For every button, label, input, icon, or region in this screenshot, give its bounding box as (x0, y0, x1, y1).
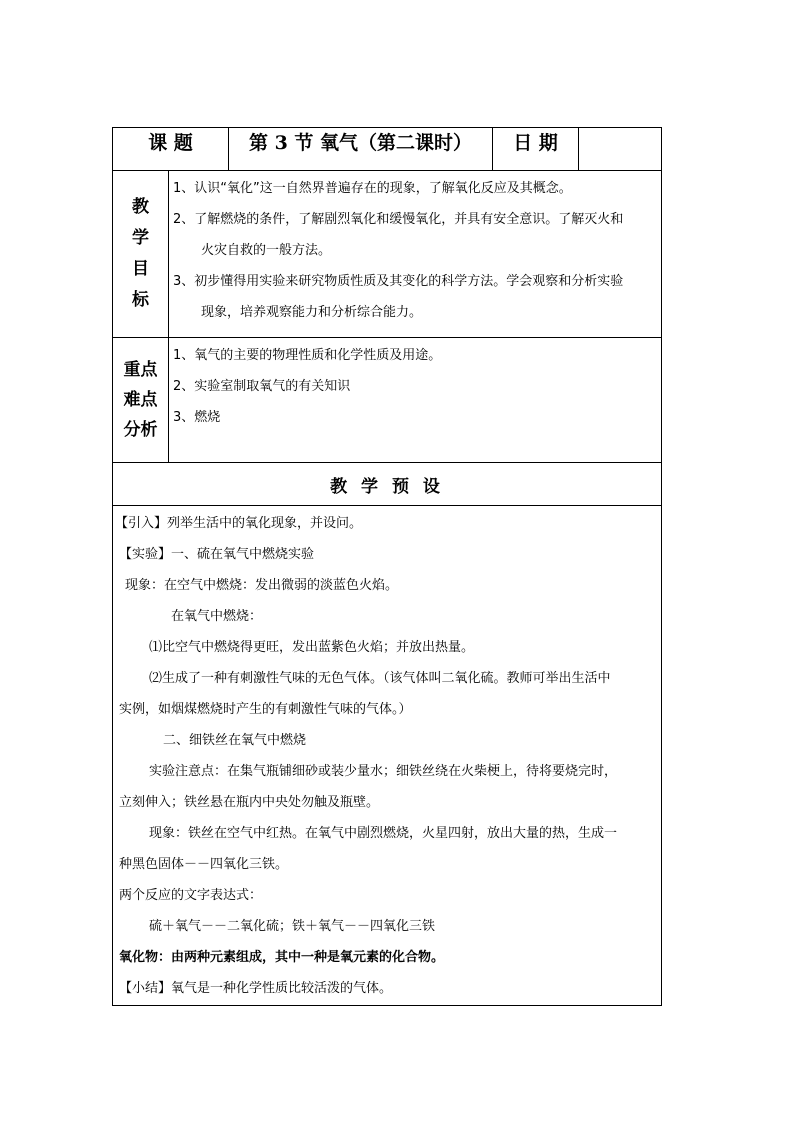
teaching-body (113, 506, 662, 1006)
objective-line: 3、初步懂得用实验来研究物质性质及其变化的科学方法。学会观察和分析实验 (173, 274, 624, 289)
body-line: 实例，如烟煤燃烧时产生的有刺激性气味的气体。） (119, 702, 412, 717)
date-value (579, 128, 662, 171)
date-label: 日 期 (493, 128, 579, 171)
body-line: 种黑色固体－－四氧化三铁。 (119, 857, 289, 872)
key-points-content (169, 338, 662, 463)
body-line: 实验注意点：在集气瓶铺细砂或装少量水；细铁丝绕在火柴梗上，待将要烧完时， (149, 764, 618, 779)
body-line: ⑵生成了一种有刺激性气味的无色气体。（该气体叫二氧化硫。教师可举出生活中 (149, 671, 611, 686)
body-line: 现象：铁丝在空气中红热。在氧气中剧烈燃烧，火星四射，放出大量的热，生成一 (149, 826, 618, 841)
topic-label: 课 题 (113, 128, 229, 171)
lesson-title: 第 3 节 氧气（第二课时） (229, 128, 493, 171)
objectives-label: 教 学 目 标 (113, 171, 169, 338)
body-line: 在氧气中燃烧： (171, 609, 263, 624)
objectives-row (113, 171, 662, 338)
key-point-line: 1、氧气的主要的物理性质和化学性质及用途。 (173, 348, 442, 363)
body-line: 【引入】列举生活中的氧化现象，并设问。 (115, 516, 363, 531)
key-points-label: 重点 难点 分析 (113, 338, 169, 463)
body-line: 立刻伸入；铁丝悬在瓶内中央处勿触及瓶壁。 (119, 795, 380, 810)
oxide-definition: 氧化物：由两种元素组成，其中一种是氧元素的化合物。 (119, 950, 445, 965)
objective-line: 火灾自救的一般方法。 (201, 243, 332, 258)
objective-line: 1、认识“氧化”这一自然界普遍存在的现象，了解氧化反应及其概念。 (173, 181, 572, 196)
header-row (113, 128, 662, 171)
key-points-row (113, 338, 662, 463)
objective-line: 现象，培养观察能力和分析综合能力。 (201, 305, 423, 320)
body-line: 二、细铁丝在氧气中燃烧 (163, 733, 307, 748)
section-title: 教 学 预 设 (113, 463, 662, 506)
body-line: 现象：在空气中燃烧：发出微弱的淡蓝色火焰。 (125, 578, 399, 593)
summary-line: 【小结】氧气是一种化学性质比较活泼的气体。 (119, 981, 393, 996)
section-title-row (113, 463, 662, 506)
body-row (113, 506, 662, 1006)
lesson-plan-table (112, 127, 662, 1006)
body-line: 【实验】一、硫在氧气中燃烧实验 (119, 547, 315, 562)
key-point-line: 2、实验室制取氧气的有关知识 (173, 379, 351, 394)
body-line: 两个反应的文字表达式： (119, 888, 263, 903)
key-point-line: 3、燃烧 (173, 410, 221, 425)
body-line: 硫＋氧气－－二氧化硫；铁＋氧气－－四氧化三铁 (149, 919, 436, 934)
objectives-content (169, 171, 662, 338)
body-line: ⑴比空气中燃烧得更旺，发出蓝紫色火焰；并放出热量。 (149, 640, 475, 655)
objective-line: 2、了解燃烧的条件，了解剧烈氧化和缓慢氧化，并具有安全意识。了解灭火和 (173, 212, 624, 227)
